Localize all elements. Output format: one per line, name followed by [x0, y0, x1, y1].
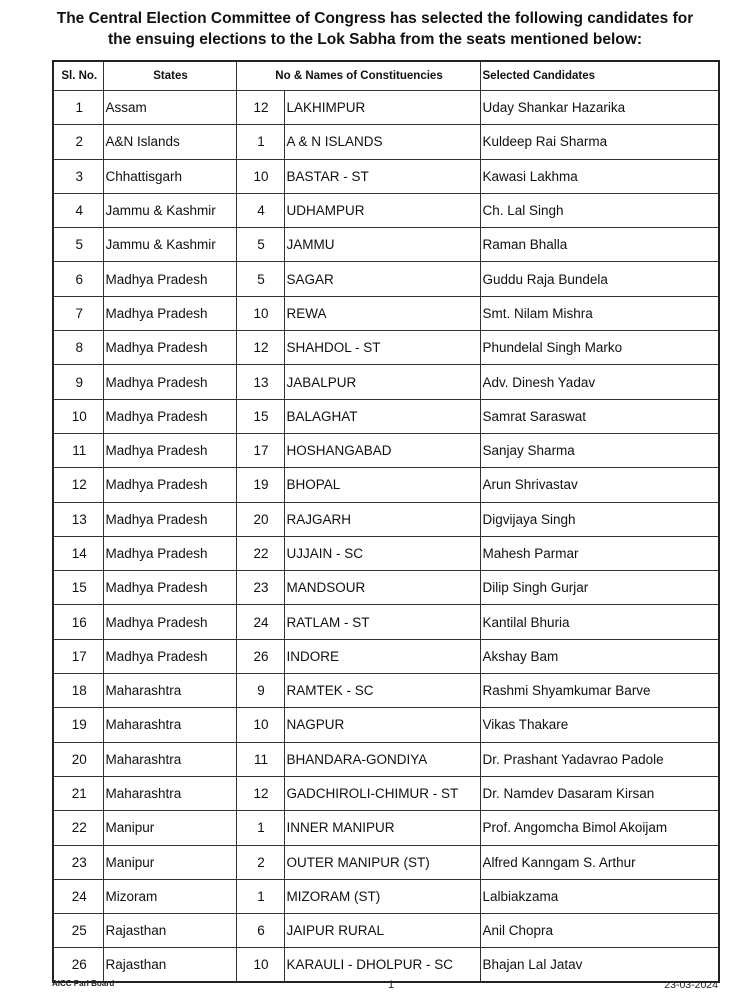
state-cell: Maharashtra	[103, 674, 236, 708]
constituency-name-cell: JABALPUR	[284, 365, 480, 399]
candidate-cell: Prof. Angomcha Bimol Akoijam	[480, 811, 719, 845]
sl-no-cell: 11	[53, 433, 103, 467]
candidate-cell: Kantilal Bhuria	[480, 605, 719, 639]
constituency-name-cell: JAIPUR RURAL	[284, 914, 480, 948]
constituency-name-cell: MANDSOUR	[284, 571, 480, 605]
table-row	[53, 811, 719, 845]
candidate-cell: Adv. Dinesh Yadav	[480, 365, 719, 399]
constituency-name-cell: INNER MANIPUR	[284, 811, 480, 845]
constituency-number-cell: 24	[236, 605, 284, 639]
sl-no-cell: 3	[53, 159, 103, 193]
candidate-cell: Dilip Singh Gurjar	[480, 571, 719, 605]
table-row	[53, 639, 719, 673]
candidate-cell: Akshay Bam	[480, 639, 719, 673]
constituency-number-cell: 2	[236, 845, 284, 879]
constituency-number-cell: 23	[236, 571, 284, 605]
constituency-number-cell: 12	[236, 331, 284, 365]
constituency-number-cell: 17	[236, 433, 284, 467]
state-cell: Madhya Pradesh	[103, 468, 236, 502]
sl-no-cell: 24	[53, 879, 103, 913]
table-row	[53, 468, 719, 502]
constituency-name-cell: GADCHIROLI-CHIMUR - ST	[284, 776, 480, 810]
state-cell: Madhya Pradesh	[103, 433, 236, 467]
state-cell: Maharashtra	[103, 776, 236, 810]
sl-no-cell: 14	[53, 536, 103, 570]
table-row	[53, 948, 719, 982]
constituency-number-cell: 5	[236, 228, 284, 262]
constituency-name-cell: RATLAM - ST	[284, 605, 480, 639]
constituency-name-cell: BALAGHAT	[284, 399, 480, 433]
constituency-number-cell: 22	[236, 536, 284, 570]
table-row	[53, 296, 719, 330]
state-cell: Maharashtra	[103, 708, 236, 742]
state-cell: Rajasthan	[103, 914, 236, 948]
candidate-cell: Dr. Prashant Yadavrao Padole	[480, 742, 719, 776]
candidate-cell: Sanjay Sharma	[480, 433, 719, 467]
candidate-cell: Alfred Kanngam S. Arthur	[480, 845, 719, 879]
constituency-number-cell: 10	[236, 708, 284, 742]
sl-no-cell: 16	[53, 605, 103, 639]
table-row	[53, 159, 719, 193]
constituency-number-cell: 5	[236, 262, 284, 296]
state-cell: Jammu & Kashmir	[103, 228, 236, 262]
state-cell: Assam	[103, 91, 236, 125]
candidate-cell: Kuldeep Rai Sharma	[480, 125, 719, 159]
constituency-number-cell: 26	[236, 639, 284, 673]
table-row	[53, 674, 719, 708]
sl-no-cell: 23	[53, 845, 103, 879]
state-cell: Madhya Pradesh	[103, 262, 236, 296]
state-cell: Jammu & Kashmir	[103, 193, 236, 227]
constituency-name-cell: MIZORAM (ST)	[284, 879, 480, 913]
sl-no-cell: 9	[53, 365, 103, 399]
state-cell: Madhya Pradesh	[103, 331, 236, 365]
candidate-cell: Vikas Thakare	[480, 708, 719, 742]
sl-no-cell: 4	[53, 193, 103, 227]
candidate-cell: Digvijaya Singh	[480, 502, 719, 536]
sl-no-cell: 12	[53, 468, 103, 502]
constituency-name-cell: HOSHANGABAD	[284, 433, 480, 467]
sl-no-cell: 15	[53, 571, 103, 605]
constituency-name-cell: SAGAR	[284, 262, 480, 296]
table-row	[53, 193, 719, 227]
title-line-2: the ensuing elections to the Lok Sabha from the seats mentioned below:	[108, 31, 642, 48]
candidate-cell: Phundelal Singh Marko	[480, 331, 719, 365]
table-row	[53, 742, 719, 776]
sl-no-cell: 18	[53, 674, 103, 708]
table-row	[53, 536, 719, 570]
state-cell: Chhattisgarh	[103, 159, 236, 193]
state-cell: Manipur	[103, 811, 236, 845]
constituency-name-cell: BHOPAL	[284, 468, 480, 502]
state-cell: Mizoram	[103, 879, 236, 913]
table-row	[53, 228, 719, 262]
sl-no-cell: 26	[53, 948, 103, 982]
constituency-name-cell: LAKHIMPUR	[284, 91, 480, 125]
footer-board-label: AICC Parl Board	[52, 979, 115, 988]
constituency-name-cell: UDHAMPUR	[284, 193, 480, 227]
state-cell: Madhya Pradesh	[103, 502, 236, 536]
constituency-name-cell: BHANDARA-GONDIYA	[284, 742, 480, 776]
sl-no-cell: 25	[53, 914, 103, 948]
constituency-number-cell: 13	[236, 365, 284, 399]
constituency-name-cell: REWA	[284, 296, 480, 330]
constituency-name-cell: INDORE	[284, 639, 480, 673]
constituency-name-cell: BASTAR - ST	[284, 159, 480, 193]
document-date: 23-03-2024	[664, 979, 718, 991]
candidate-cell: Lalbiakzama	[480, 879, 719, 913]
constituency-name-cell: NAGPUR	[284, 708, 480, 742]
table-row	[53, 433, 719, 467]
constituency-name-cell: UJJAIN - SC	[284, 536, 480, 570]
candidates-table	[52, 60, 720, 983]
table-row	[53, 845, 719, 879]
sl-no-cell: 21	[53, 776, 103, 810]
candidate-cell: Samrat Saraswat	[480, 399, 719, 433]
candidate-cell: Guddu Raja Bundela	[480, 262, 719, 296]
constituency-name-cell: SHAHDOL - ST	[284, 331, 480, 365]
constituency-number-cell: 10	[236, 296, 284, 330]
table-header-row	[53, 61, 719, 91]
constituency-number-cell: 15	[236, 399, 284, 433]
sl-no-cell: 10	[53, 399, 103, 433]
constituency-name-cell: RAJGARH	[284, 502, 480, 536]
sl-no-cell: 5	[53, 228, 103, 262]
sl-no-cell: 2	[53, 125, 103, 159]
constituency-number-cell: 19	[236, 468, 284, 502]
candidate-cell: Arun Shrivastav	[480, 468, 719, 502]
state-cell: Madhya Pradesh	[103, 365, 236, 399]
column-header-states: States	[103, 61, 236, 91]
sl-no-cell: 6	[53, 262, 103, 296]
constituency-number-cell: 9	[236, 674, 284, 708]
candidate-cell: Raman Bhalla	[480, 228, 719, 262]
candidate-cell: Mahesh Parmar	[480, 536, 719, 570]
state-cell: A&N Islands	[103, 125, 236, 159]
constituency-name-cell: RAMTEK - SC	[284, 674, 480, 708]
candidate-cell: Bhajan Lal Jatav	[480, 948, 719, 982]
column-header-sl-no: Sl. No.	[53, 61, 103, 91]
candidate-cell: Dr. Namdev Dasaram Kirsan	[480, 776, 719, 810]
constituency-number-cell: 1	[236, 125, 284, 159]
constituency-name-cell: OUTER MANIPUR (ST)	[284, 845, 480, 879]
sl-no-cell: 7	[53, 296, 103, 330]
candidate-cell: Rashmi Shyamkumar Barve	[480, 674, 719, 708]
table-body	[53, 91, 719, 983]
table-row	[53, 776, 719, 810]
table-row	[53, 605, 719, 639]
table-row	[53, 571, 719, 605]
constituency-number-cell: 4	[236, 193, 284, 227]
table-row	[53, 125, 719, 159]
state-cell: Madhya Pradesh	[103, 571, 236, 605]
sl-no-cell: 1	[53, 91, 103, 125]
sl-no-cell: 20	[53, 742, 103, 776]
sl-no-cell: 19	[53, 708, 103, 742]
table-row	[53, 331, 719, 365]
sl-no-cell: 13	[53, 502, 103, 536]
sl-no-cell: 8	[53, 331, 103, 365]
state-cell: Madhya Pradesh	[103, 605, 236, 639]
state-cell: Rajasthan	[103, 948, 236, 982]
constituency-number-cell: 20	[236, 502, 284, 536]
sl-no-cell: 17	[53, 639, 103, 673]
constituency-number-cell: 6	[236, 914, 284, 948]
candidate-cell: Smt. Nilam Mishra	[480, 296, 719, 330]
column-header-candidates: Selected Candidates	[480, 61, 719, 91]
candidate-cell: Uday Shankar Hazarika	[480, 91, 719, 125]
constituency-number-cell: 11	[236, 742, 284, 776]
constituency-number-cell: 12	[236, 776, 284, 810]
table-row	[53, 91, 719, 125]
constituency-name-cell: JAMMU	[284, 228, 480, 262]
state-cell: Madhya Pradesh	[103, 399, 236, 433]
candidate-cell: Ch. Lal Singh	[480, 193, 719, 227]
constituency-number-cell: 10	[236, 159, 284, 193]
table-row	[53, 399, 719, 433]
candidate-cell: Anil Chopra	[480, 914, 719, 948]
document-title	[0, 8, 750, 50]
state-cell: Madhya Pradesh	[103, 639, 236, 673]
table-row	[53, 914, 719, 948]
constituency-name-cell: A & N ISLANDS	[284, 125, 480, 159]
candidate-cell: Kawasi Lakhma	[480, 159, 719, 193]
title-line-1: The Central Election Committee of Congress has selected the following candidates for	[56, 10, 694, 27]
constituency-number-cell: 1	[236, 811, 284, 845]
constituency-number-cell: 12	[236, 91, 284, 125]
state-cell: Manipur	[103, 845, 236, 879]
constituency-number-cell: 1	[236, 879, 284, 913]
state-cell: Madhya Pradesh	[103, 296, 236, 330]
sl-no-cell: 22	[53, 811, 103, 845]
table-row	[53, 365, 719, 399]
state-cell: Maharashtra	[103, 742, 236, 776]
table-row	[53, 502, 719, 536]
state-cell: Madhya Pradesh	[103, 536, 236, 570]
constituency-name-cell: KARAULI - DHOLPUR - SC	[284, 948, 480, 982]
page-number: 1	[388, 979, 395, 991]
constituency-number-cell: 10	[236, 948, 284, 982]
table-row	[53, 262, 719, 296]
column-header-constituencies: No & Names of Constituencies	[236, 61, 480, 91]
table-row	[53, 708, 719, 742]
table-row	[53, 879, 719, 913]
